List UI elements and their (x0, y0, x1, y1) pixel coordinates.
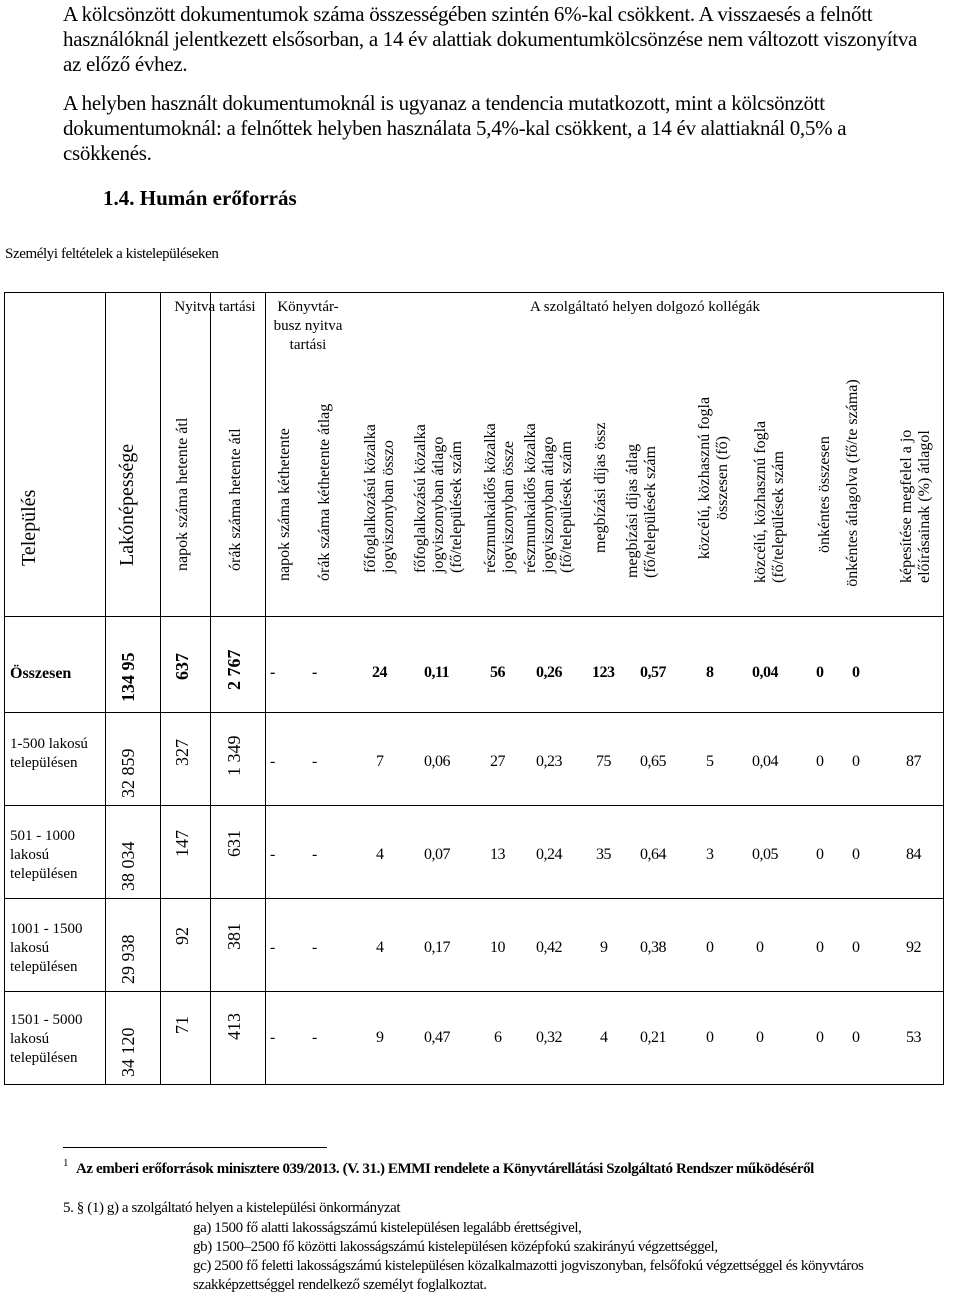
cell-value: 0,65 (640, 753, 666, 770)
cell-value: 0,04 (752, 753, 778, 770)
cell-clip (108, 622, 158, 710)
cell-value: 0,47 (424, 1029, 450, 1046)
cell-days-weekly: 147 (172, 830, 192, 857)
cell-value: 53 (906, 1029, 921, 1046)
row-divider (4, 712, 944, 713)
cell-value: 0,06 (424, 753, 450, 770)
cell-value: 7 (376, 753, 384, 770)
cell-clip (108, 902, 158, 990)
col-divider (265, 292, 266, 1085)
col-header-days-weekly: napok száma hetente átl (174, 417, 191, 571)
footnote-section: 5. § (1) g) a szolgáltató helyen a kistelepülési önkormányzat (63, 1200, 401, 1216)
cell-value: 0,07 (424, 846, 450, 863)
paragraph-lending: A kölcsönzött dokumentumok száma összességében szintén 6%-kal csökkent. A visszaesés a felnőtt használóknál jelentkezett elsősorban, a 14 év alattiak dokumentumkölcsönzése nem változott viszonyítva az előző évhez. (63, 2, 918, 76)
cell-value: - (270, 753, 275, 770)
cell-population: 32 859 (118, 748, 138, 798)
cell-value: 6 (494, 1029, 502, 1046)
cell-value: 5 (706, 753, 714, 770)
col-divider (210, 292, 211, 1085)
cell-hours-weekly: 631 (224, 830, 244, 857)
col-divider (160, 292, 161, 1085)
col-header-clip (690, 378, 748, 588)
col-header-clip (810, 378, 840, 558)
cell-value: 3 (706, 846, 714, 863)
col-header-parttime-total: részmunkaidős közalka jogviszonyban össze (482, 423, 517, 573)
cell-value: 24 (372, 664, 387, 681)
cell-value: 8 (706, 664, 714, 681)
cell-value: 0 (816, 664, 824, 681)
col-header-population: Lakónépessége (116, 443, 138, 566)
cell-clip (108, 809, 158, 897)
cell-hours-weekly: 413 (224, 1013, 244, 1040)
cell-value: 0 (816, 753, 824, 770)
cell-hours-weekly: 381 (224, 923, 244, 950)
col-header-clip (406, 378, 466, 578)
cell-days-weekly: 327 (172, 739, 192, 766)
cell-value: 4 (600, 1029, 608, 1046)
table-top-border (4, 292, 944, 293)
cell-value: 0 (756, 1029, 764, 1046)
col-header-qualification: képesítése megfelel a jo előírásainak (%) átlagol (898, 429, 933, 583)
paragraph-onsite-use: A helyben használt dokumentumoknál is ugyanaz a tendencia mutatkozott, mint a kölcsönzött dokumentumoknál: a felnőttek helyben használata 5,4%-kal csökkent, a 14 év alattiaknál 0,5% a csökkenés. (63, 91, 847, 165)
cell-value: 0 (852, 846, 860, 863)
cell-clip (108, 716, 158, 804)
row-label-1501-5000: 1501 - 5000 lakosú településen (10, 1012, 83, 1066)
row-label-total: Összesen (10, 665, 72, 682)
cell-value: 0 (852, 939, 860, 956)
col-header-hours-weekly: órák száma hetente átl (227, 428, 244, 571)
cell-value: 0 (852, 753, 860, 770)
cell-hours-weekly: 2 767 (224, 649, 244, 690)
cell-value: 0,21 (640, 1029, 666, 1046)
cell-value: 0,04 (752, 664, 778, 681)
col-header-settlement: Település (18, 489, 40, 566)
col-header-volunteer-avg: önkéntes átlagolva (fő/te száma) (844, 379, 861, 587)
row-divider (4, 991, 944, 992)
col-header-fulltime-total: főfoglalkozású közalka jogviszonyban összo (362, 424, 397, 573)
col-header-clip (166, 380, 206, 580)
row-label-501-1000: 501 - 1000 lakosú településen (10, 828, 78, 882)
col-header-clip (840, 378, 892, 593)
cell-value: 0,64 (640, 846, 666, 863)
header-divider (4, 616, 944, 617)
group-header-staff: A szolgáltató helyen dolgozó kollégák (530, 299, 760, 315)
cell-value: - (312, 664, 317, 681)
cell-value: 9 (376, 1029, 384, 1046)
cell-value: 92 (906, 939, 921, 956)
cell-value: 0,17 (424, 939, 450, 956)
cell-population: 34 120 (118, 1027, 138, 1077)
row-divider (4, 805, 944, 806)
table-bottom-border (4, 1084, 944, 1085)
group-header-opening-hours: Nyitva tartási (174, 299, 256, 315)
cell-days-weekly: 92 (172, 927, 192, 945)
cell-value: 0 (816, 846, 824, 863)
cell-value: - (270, 939, 275, 956)
col-header-contract-total: megbízási díjas össz (592, 422, 609, 553)
col-header-parttime-avg: részmunkaidős közalka jogviszonyban átlago (fő/települések szám (522, 423, 575, 573)
cell-value: 0 (706, 1029, 714, 1046)
cell-value: 123 (592, 664, 615, 681)
footnote-ga: ga) 1500 fő alatti lakosságszámú kistelepülésen legalább érettségivel, (193, 1220, 582, 1236)
cell-value: 0,11 (424, 664, 450, 681)
footnote-marker: 1 (63, 1157, 69, 1169)
cell-days-weekly: 637 (172, 653, 192, 680)
footnote-separator (63, 1147, 327, 1148)
footnote-gb: gb) 1500–2500 fő közötti lakosságszámú kistelepülésen középfokú szakirányú végzettséggel, (193, 1239, 718, 1255)
cell-value: 4 (376, 846, 384, 863)
cell-value: 27 (490, 753, 505, 770)
cell-value: 0,42 (536, 939, 562, 956)
cell-clip (108, 995, 158, 1083)
col-header-clip (216, 380, 262, 580)
col-header-public-work-avg: közcélú, közhasznú fogla (fő/települések szám (752, 420, 787, 583)
col-header-clip (516, 378, 586, 578)
cell-value: 75 (596, 753, 611, 770)
cell-value: - (312, 1029, 317, 1046)
cell-days-weekly: 71 (172, 1016, 192, 1034)
cell-value: 0 (816, 1029, 824, 1046)
cell-value: 0,24 (536, 846, 562, 863)
col-header-fulltime-avg: főfoglalkozású közalka jogviszonyban átlago (fő/települések szám (412, 424, 465, 573)
cell-value: 4 (376, 939, 384, 956)
cell-value: 35 (596, 846, 611, 863)
col-header-clip (478, 378, 518, 578)
cell-value: 0,32 (536, 1029, 562, 1046)
cell-value: 87 (906, 753, 921, 770)
col-header-volunteer-total: önkéntes összesen (816, 436, 833, 553)
cell-value: 0 (816, 939, 824, 956)
cell-value: 13 (490, 846, 505, 863)
cell-value: 0,38 (640, 939, 666, 956)
cell-value: - (270, 1029, 275, 1046)
cell-value: 0 (706, 939, 714, 956)
col-header-clip (748, 378, 800, 588)
cell-value: 56 (490, 664, 505, 681)
cell-hours-weekly: 1 349 (224, 735, 244, 776)
section-heading: 1.4. Humán erőforrás (103, 186, 297, 210)
cell-value: 0 (756, 939, 764, 956)
row-label-1-500: 1-500 lakosú településen (10, 736, 88, 771)
col-header-clip (268, 380, 308, 585)
cell-value: 0,23 (536, 753, 562, 770)
cell-value: - (312, 939, 317, 956)
col-header-bus-hours: órák száma kéthetente átlag (316, 403, 333, 581)
group-header-bookbus: Könyvtár-busz nyitva tartási (273, 299, 343, 353)
cell-population: 38 034 (118, 841, 138, 891)
cell-value: - (312, 846, 317, 863)
cell-value: 10 (490, 939, 505, 956)
table-left-border (4, 292, 5, 1085)
cell-population: 134 95 (118, 652, 138, 702)
col-header-public-work-total: közcélú, közhasznú fogla összesen (fő) (696, 396, 731, 560)
col-header-clip (894, 378, 942, 588)
row-divider (4, 898, 944, 899)
cell-value: 84 (906, 846, 921, 863)
table-right-border (943, 292, 944, 1085)
cell-value: - (312, 753, 317, 770)
table-caption: Személyi feltételek a kistelepüléseken (5, 246, 219, 262)
col-divider (105, 292, 106, 1085)
footnote-regulation: Az emberi erőforrások minisztere 039/2013. (V. 31.) EMMI rendelete a Könyvtárellátási Szolgáltató Rendszer működéséről (76, 1161, 814, 1177)
cell-value: 0 (852, 664, 860, 681)
cell-population: 29 938 (118, 934, 138, 984)
footnote-gc: gc) 2500 fő feletti lakosságszámú kistelepülésen közalkalmazotti jogviszonyban, felsőfokú végzettséggel és könyvtáros szakképzettséggel rendelkező személyt foglalkoztat. (193, 1258, 864, 1293)
cell-value: 0,57 (640, 664, 666, 681)
cell-value: 9 (600, 939, 608, 956)
cell-value: 0,05 (752, 846, 778, 863)
cell-value: - (270, 846, 275, 863)
row-label-1001-1500: 1001 - 1500 lakosú településen (10, 921, 83, 975)
col-header-clip (586, 378, 616, 558)
col-header-clip (308, 380, 348, 585)
col-header-contract-avg: megbízási díjas átlag (fő/települések szám (624, 443, 659, 578)
cell-value: - (270, 664, 275, 681)
cell-value: 0,26 (536, 664, 562, 681)
col-header-bus-days: napok száma kéthetente (276, 428, 293, 581)
cell-value: 0 (852, 1029, 860, 1046)
col-header-clip (618, 378, 682, 583)
col-header-clip (356, 378, 408, 578)
